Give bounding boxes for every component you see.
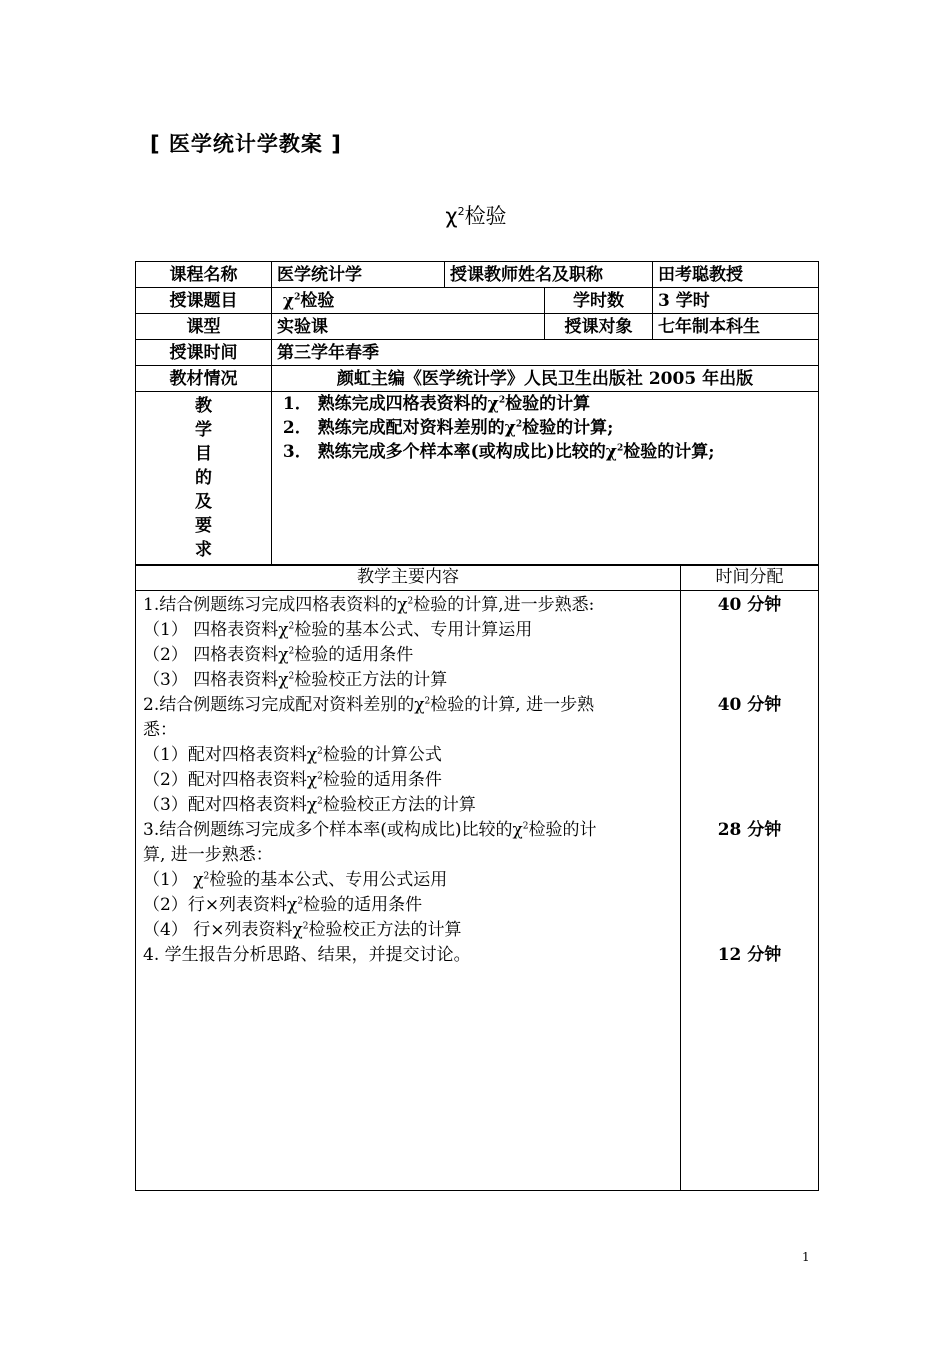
time-allocation: 12 分钟 <box>717 945 782 965</box>
time-label: 授课时间 <box>136 340 272 366</box>
course-info-table <box>135 261 819 566</box>
course-name-value: 医学统计学 <box>272 262 445 288</box>
course-name-label: 课程名称 <box>136 262 272 288</box>
time-row <box>136 340 819 366</box>
textbook-row <box>136 366 819 392</box>
content-line: 悉： <box>143 720 177 740</box>
type-value: 实验课 <box>272 314 545 340</box>
time-allocation <box>681 668 818 693</box>
content-line: （4） 行×列表资料$\chi^2$检验校正方法的计算 <box>143 920 462 940</box>
time-allocations <box>681 591 819 1191</box>
teacher-label: 授课教师姓名及职称 <box>445 262 653 288</box>
content-line: 4. 学生报告分析思路、结果，并提交讨论。 <box>143 945 471 965</box>
objectives-list <box>272 392 819 566</box>
hours-value: 3 学时 <box>653 288 819 314</box>
objective-item: 3． 熟练完成多个样本率(或构成比)比较的$\chi^2$检验的计算; <box>282 442 715 462</box>
document-title: $\chi^2$检验 <box>445 204 507 228</box>
time-allocation: 40 分钟 <box>717 595 782 615</box>
objectives-row <box>136 392 819 566</box>
topic-row <box>136 288 819 314</box>
content-line: （1）配对四格表资料$\chi^2$检验的计算公式 <box>143 745 442 765</box>
time-allocation: 28 分钟 <box>717 820 782 840</box>
content-line: （3） 四格表资料$\chi^2$检验校正方法的计算 <box>143 670 448 690</box>
teacher-value: 田考聪教授 <box>653 262 819 288</box>
time-allocation <box>681 643 818 668</box>
time-allocation <box>681 743 818 768</box>
topic-value: $\chi^2$检验 <box>272 288 545 314</box>
teaching-content-table <box>135 564 819 1191</box>
topic-label: 授课题目 <box>136 288 272 314</box>
main-content-header: 教学主要内容 <box>136 565 681 591</box>
time-allocation <box>681 843 818 868</box>
time-allocation <box>681 768 818 793</box>
content-line: 2.结合例题练习完成配对资料差别的$\chi^2$检验的计算, 进一步熟 <box>143 695 595 715</box>
content-line: （2） 四格表资料$\chi^2$检验的适用条件 <box>143 645 414 665</box>
textbook-label: 教材情况 <box>136 366 272 392</box>
content-line: （1） 四格表资料$\chi^2$检验的基本公式、专用计算运用 <box>143 620 533 640</box>
document-header: [ 医学统计学教案 ] <box>150 132 342 156</box>
content-body-row <box>136 591 819 1191</box>
time-allocation <box>681 868 818 893</box>
content-line: （3）配对四格表资料$\chi^2$检验校正方法的计算 <box>143 795 476 815</box>
objective-item: 1． 熟练完成四格表资料的$\chi^2$检验的计算 <box>282 394 591 414</box>
page-number: 1 <box>802 1250 810 1264</box>
content-line: 算, 进一步熟悉： <box>143 845 273 865</box>
course-name-row <box>136 262 819 288</box>
content-line: （1） $\chi^2$检验的基本公式、专用公式运用 <box>143 870 448 890</box>
objective-item: 2． 熟练完成配对资料差别的$\chi^2$检验的计算; <box>282 418 614 438</box>
content-line: （2）配对四格表资料$\chi^2$检验的适用条件 <box>143 770 442 790</box>
content-header-row <box>136 565 819 591</box>
time-allocation <box>681 918 818 943</box>
time-allocation <box>681 793 818 818</box>
hours-label: 学时数 <box>545 288 653 314</box>
time-allocation-header: 时间分配 <box>681 565 819 591</box>
textbook-value: 颜虹主编《医学统计学》人民卫生出版社 2005 年出版 <box>272 366 819 392</box>
time-allocation: 40 分钟 <box>717 695 782 715</box>
objectives-label: 教 学 目 的 及 要 求 <box>136 392 272 566</box>
content-line: 1.结合例题练习完成四格表资料的$\chi^2$检验的计算,进一步熟悉: <box>143 595 595 615</box>
audience-value: 七年制本科生 <box>653 314 819 340</box>
content-line: 3.结合例题练习完成多个样本率(或构成比)比较的$\chi^2$检验的计 <box>143 820 597 840</box>
time-value: 第三学年春季 <box>272 340 819 366</box>
type-label: 课型 <box>136 314 272 340</box>
time-allocation <box>681 618 818 643</box>
time-allocation <box>681 718 818 743</box>
audience-label: 授课对象 <box>545 314 653 340</box>
type-row <box>136 314 819 340</box>
time-allocation <box>681 893 818 918</box>
content-line: （2）行×列表资料$\chi^2$检验的适用条件 <box>143 895 423 915</box>
content-lines <box>136 591 681 1191</box>
